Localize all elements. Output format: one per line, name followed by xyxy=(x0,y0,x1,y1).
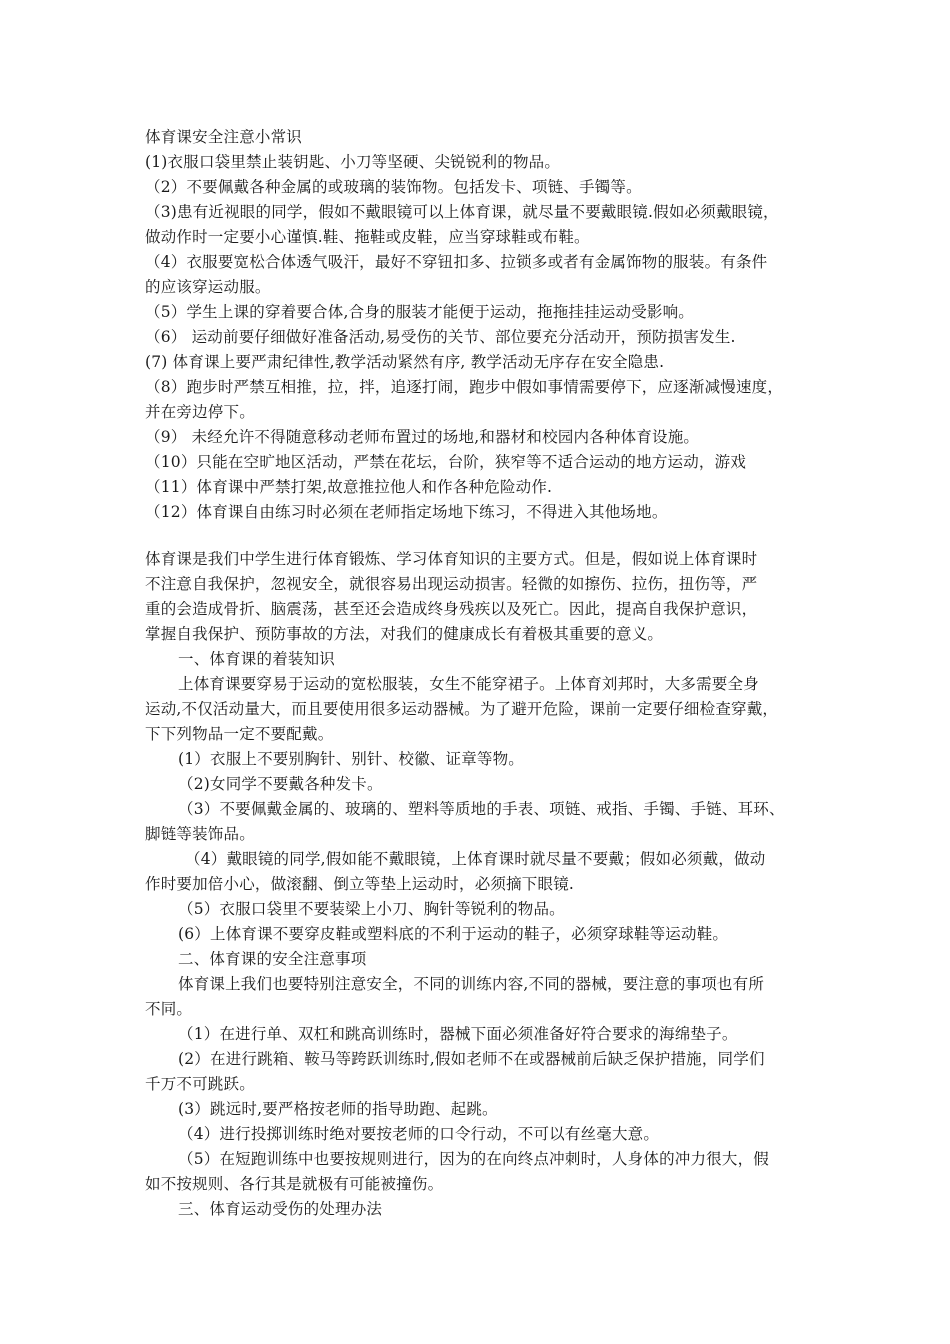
list-item: （10）只能在空旷地区活动，严禁在花坛，台阶，狭窄等不适合运动的地方运动，游戏 xyxy=(145,453,747,471)
list-item-continuation: 的应该穿运动服。 xyxy=(145,278,271,296)
list-item: （4）戴眼镜的同学,假如能不戴眼镜，上体育课时就尽量不要戴；假如必须戴，做动 xyxy=(185,850,766,868)
doc-title: 体育课安全注意小常识 xyxy=(145,128,303,146)
list-item: （11）体育课中严禁打架,故意推拉他人和作各种危险动作. xyxy=(145,478,553,496)
list-item: （12）体育课自由练习时必须在老师指定场地下练习，不得进入其他场地。 xyxy=(145,503,668,521)
paragraph-line: 运动,不仅活动量大，而且要使用很多运动器械。为了避开危险，课前一定要仔细检查穿戴， xyxy=(145,700,779,718)
list-item: （5）衣服口袋里不要装梁上小刀、胸针等锐利的物品。 xyxy=(178,900,565,918)
section-heading: 一、体育课的着装知识 xyxy=(178,650,336,668)
list-item: （1）在进行单、双杠和跳高训练时，器械下面必须准备好符合要求的海绵垫子。 xyxy=(178,1025,738,1043)
intro-line: 体育课是我们中学生进行体育锻炼、学习体育知识的主要方式。但是，假如说上体育课时 xyxy=(145,550,758,568)
list-item-continuation: 做动作时一定要小心谨慎.鞋、拖鞋或皮鞋，应当穿球鞋或布鞋。 xyxy=(145,228,590,246)
intro-line: 重的会造成骨折、脑震荡，甚至还会造成终身残疾以及死亡。因此，提高自我保护意识， xyxy=(145,600,758,618)
list-item: （5）在短跑训练中也要按规则进行，因为的在向终点冲刺时，人身体的冲力很大，假 xyxy=(178,1150,769,1168)
section-heading: 二、体育课的安全注意事项 xyxy=(178,950,367,968)
list-item: （5）学生上课的穿着要合体,合身的服装才能便于运动，拖拖挂挂运动受影响。 xyxy=(145,303,694,321)
list-item: (3）跳远时,要严格按老师的指导助跑、起跳。 xyxy=(178,1100,498,1118)
list-item-continuation: 千万不可跳跃。 xyxy=(145,1075,255,1093)
list-item: （3)患有近视眼的同学，假如不戴眼镜可以上体育课，就尽量不要戴眼镜.假如必须戴眼镜， xyxy=(145,203,779,221)
list-item-continuation: 并在旁边停下。 xyxy=(145,403,255,421)
list-item: （4）进行投掷训练时绝对要按老师的口令行动，不可以有丝毫大意。 xyxy=(178,1125,660,1143)
list-item-continuation: 脚链等装饰品。 xyxy=(145,825,255,843)
list-item: （8）跑步时严禁互相推，拉，拌，追逐打闹，跑步中假如事情需要停下，应逐渐减慢速度， xyxy=(145,378,784,396)
paragraph-line: 下下列物品一定不要配戴。 xyxy=(145,725,334,743)
list-item-continuation: 作时要加倍小心，做滚翻、倒立等垫上运动时，必须摘下眼镜. xyxy=(145,875,575,893)
list-item: (2）在进行跳箱、鞍马等跨跃训练时,假如老师不在或器械前后缺乏保护措施，同学们 xyxy=(178,1050,765,1068)
list-item: (6）上体育课不要穿皮鞋或塑料底的不利于运动的鞋子，必须穿球鞋等运动鞋。 xyxy=(178,925,729,943)
list-item: （4）衣服要宽松合体透气吸汗，最好不穿钮扣多、拉锁多或者有金属饰物的服装。有条件 xyxy=(145,253,768,271)
intro-line: 掌握自我保护、预防事故的方法，对我们的健康成长有着极其重要的意义。 xyxy=(145,625,664,643)
list-item: （2）不要佩戴各种金属的或玻璃的装饰物。包括发卡、项链、手镯等。 xyxy=(145,178,642,196)
list-item: (1)衣服口袋里禁止装钥匙、小刀等坚硬、尖锐锐利的物品。 xyxy=(145,153,561,171)
intro-line: 不注意自我保护，忽视安全，就很容易出现运动损害。轻微的如擦伤、拉伤，扭伤等，严 xyxy=(145,575,758,593)
list-item-continuation: 如不按规则、各行其是就极有可能被撞伤。 xyxy=(145,1175,444,1193)
list-item: (1）衣服上不要别胸针、别针、校徽、证章等物。 xyxy=(178,750,525,768)
list-item: （9） 未经允许不得随意移动老师布置过的场地,和器材和校园内各种体育设施。 xyxy=(145,428,700,446)
list-item: （3）不要佩戴金属的、玻璃的、塑料等质地的手表、项链、戒指、手镯、手链、耳环、 xyxy=(178,800,785,818)
paragraph-line: 体育课上我们也要特别注意安全，不同的训练内容,不同的器械，要注意的事项也有所 xyxy=(178,975,765,993)
section-heading: 三、体育运动受伤的处理办法 xyxy=(178,1200,383,1218)
list-item: (7) 体育课上要严肃纪律性,教学活动紧然有序, 教学活动无序存在安全隐患. xyxy=(145,353,665,371)
list-item: （6） 运动前要仔细做好准备活动,易受伤的关节、部位要充分活动开，预防损害发生. xyxy=(145,328,736,346)
paragraph-line: 不同。 xyxy=(145,1000,193,1018)
list-item: （2)女同学不要戴各种发卡。 xyxy=(178,775,383,793)
paragraph-line: 上体育课要穿易于运动的宽松服装，女生不能穿裙子。上体育刘邦时，大多需要全身 xyxy=(178,675,759,693)
